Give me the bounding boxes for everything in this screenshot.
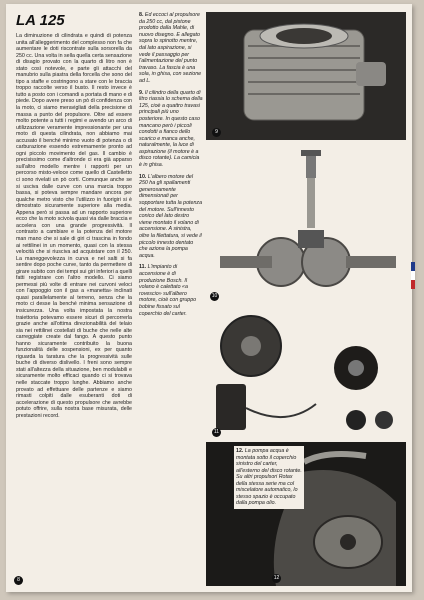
photo-9-number: 9	[212, 128, 221, 137]
tricolor-marker-red	[411, 280, 415, 289]
photo-ignition	[206, 308, 406, 442]
caption-11-number: 11.	[139, 264, 147, 271]
caption-12	[234, 446, 304, 509]
caption-9-text: Il cilindro della quarto di litro riassia lo schema della 125, cioè a quattro travasi principali più uno posteriore. In questo caso mancano però i piccoli condotti a fianco dello scarico e manca anche, naturalmente, la luce di aspirazione (il motore è a disco rotante). La camicia è in ghisa.	[139, 89, 203, 169]
caption-11	[139, 264, 203, 317]
caption-11-text: L'impianto di accensione è di produzione Bosch. Il volano è calettato «a rovescio» sull'albero motore, cioè con gruppo bobine fissato sul coperchio del carter.	[139, 264, 197, 317]
page-number-left: 8	[14, 576, 23, 585]
caption-9	[139, 90, 203, 169]
photo-cylinder	[206, 12, 406, 140]
photo-10-number: 10	[211, 293, 218, 299]
caption-10-number: 10.	[139, 173, 147, 180]
article-body: La diminuzione di cilindrata e quindi di potenza unita all'alleggerimento del complesso non fa che aumentare le doti riscontrate sulla sorsorella da 250 cc. Una volta in sella quella certa sensazione di disagio provato con la quarto di litro non è stato così notevole, e parte gli attacchi del manubrio sulla piastra della forcella che sono del tipo a staffe e costringono a stare con le braccia troppo raccolte verso il busto. Il resto invece è tutto a posto con i comandi a portata di mano e di piede. Dopo avere preso un pò di confidenza con la moto, ci siamo meravigliati della precisione di massa a punto del propulsore. Oltre ad essere molto potente a tutti i regimi e avendo un arco di utilizzazione veramente impressionante per una moto di questa cilindrata, non abbiamo mai accusato il benché minimo vuoto di potenza o di carburazione essendo estremamente pronto ad ogni piccolo movimento del gas. Il cambio è precisissimo come d'altronde ci era già apparso sull'altro modello mentre i rapporti per un percorso misto-veloce come quello di Castelletto ci sono rivelati un pò corti. Comunque anche se si usciva dalle curve con una marcia troppo bassa, si poteva sempre mandare ancora per qualche metro visto che l'utilizzo in fuorigiri si è dimostrato sicuramente superiore alla media. Appena però si passa ad un rapporto superiore ecco che la moto scivola quasi via dalle braccia e accelera con una grande progressività. Il contrasto a cambiare e la potenza del motore man mano che si sale di giri ci trascina in fondo ai rettilinei in un momento, quasi con la stessa velocità che si riusciva ad acquistare con il 250. La maneggevolezza in curva e nel salti si fa sentire dopo poche curve, tanto da permettere di girare subito con dei tempi sui giri inferiori a quelli fatti registrare con l'altro modello. Ci siamo permessi più volte di entrare nei curvoni veloci con l'appoggio con il gas a «manetta» inclinati quasi parallelamente al terreno, senza che la moto ci desse la benché minima sensazione di insicurezza. Una volta impostata la nostra traiettoria potevamo essere sicuri di percorrerla grazie anche all'ottima direzionabilità del telaio sia nei rettilinei costellati di buche che nelle alte carreggiate create dal fango. A questo punto hanno sicuramente contribuito la buona funzionalità delle sospensioni, ex per quanto riguarda la taratura che la progressività sulle buche di diverso dislivello. I freni sono sempre stati all'altezza della situazione, ben modulabili e sicuramente molto efficaci quando ci si trovava nelle staccate troppo lunghe. Abbiamo anche provato ad effettuare delle partenze e siamo rimasti colpiti dalle esuberanti doti di accelerazione di questo propulsore che avrebbe potuto offrire, sulla nostra base misurata, delle prestazioni record.	[16, 33, 133, 419]
caption-8-text: Ed eccoci al propulsore da 250 cc, dal pistone prodotto dalla Mahle, di nuovo disegno. E allegato sopra lo spinotto mentre, dal lato aspirazione, si vede il passaggio per l'alimentazione del punto travaso. La fascia è una sola, in ghisa, con sezione ad L.	[139, 12, 202, 84]
caption-9-number: 9.	[139, 89, 144, 96]
ignition-illustration	[206, 308, 406, 442]
caption-column	[139, 12, 203, 322]
tricolor-marker-white	[411, 271, 415, 280]
caption-10-text: L'albero motore del 250 ha gli spallamenti generosamente dimensionati per sopportare tutta la potenza del motore. Sull'innesto conico del lato destro viene montato il volano di accensione. A sinistra, oltre la filettatura, si vede il piccolo innesto dentato che aziona la pompa acqua.	[139, 173, 203, 259]
tricolor-marker	[411, 262, 415, 271]
photo-crankshaft	[206, 144, 406, 304]
crankshaft-illustration	[206, 144, 406, 304]
caption-12-text: La pompa acqua è montata sotto il coperchio sinistro del carter, all'esterno del disco rotante. Su altri propulsori Rotax della stessa serie ma col miscelatore automatico, lo stesso spazio è occupato dalla pompa olio.	[236, 448, 302, 506]
photo-12-number: 12	[273, 575, 280, 581]
magazine-page	[6, 4, 412, 592]
caption-8	[139, 12, 203, 85]
main-column	[16, 12, 132, 419]
cylinder-illustration	[206, 12, 406, 140]
caption-8-number: 8.	[139, 12, 144, 18]
caption-10	[139, 174, 203, 260]
photo-11-number: 11	[213, 429, 220, 435]
caption-12-number: 12.	[236, 448, 244, 454]
article-title: LA 125	[16, 12, 65, 29]
